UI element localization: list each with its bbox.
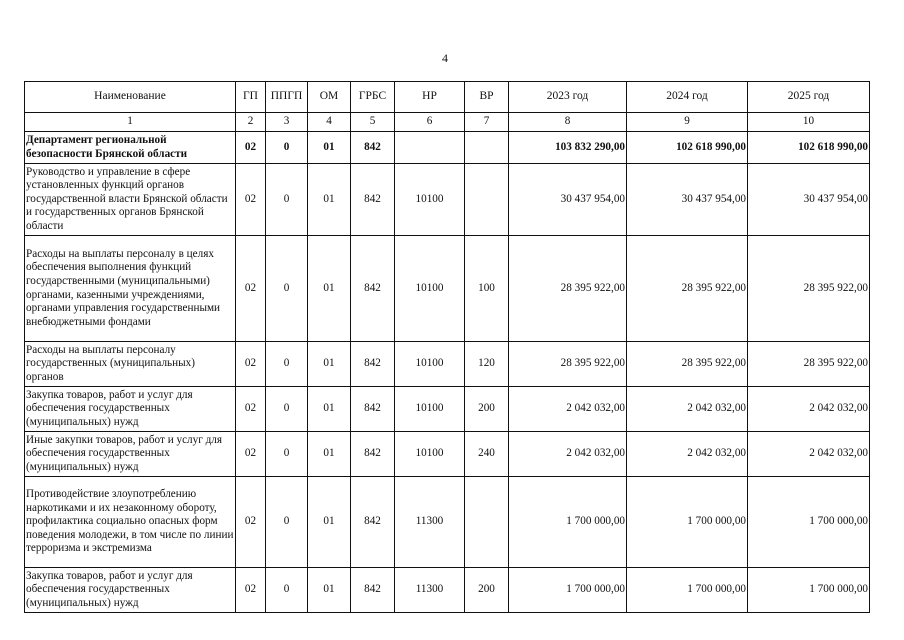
cell-vr: 200 (465, 568, 509, 613)
page-number: 4 (442, 51, 448, 65)
table-row (25, 164, 870, 236)
row-name: Расходы на выплаты персоналу в целях обеспечения выполнения функций государственными (муниципальными) органами, казенными учреждениями, органами управления государственными внебюджетными фондами (25, 236, 236, 342)
header-name: Наименование (25, 82, 236, 113)
cell-2025: 28 395 922,00 (748, 236, 870, 342)
column-numbers-row (25, 113, 870, 132)
cell-2023: 1 700 000,00 (509, 477, 627, 568)
cell-om: 01 (308, 387, 351, 432)
cell-nr: 10100 (395, 236, 465, 342)
cell-gp: 02 (236, 164, 266, 236)
cell-2024: 2 042 032,00 (627, 387, 748, 432)
cell-grbs: 842 (351, 568, 395, 613)
cell-2023: 1 700 000,00 (509, 568, 627, 613)
cell-ppgp: 0 (266, 164, 308, 236)
cell-ppgp: 0 (266, 432, 308, 477)
cell-vr (465, 477, 509, 568)
cell-gp: 02 (236, 236, 266, 342)
cell-2023: 28 395 922,00 (509, 342, 627, 387)
cell-2024: 2 042 032,00 (627, 432, 748, 477)
cell-2025: 1 700 000,00 (748, 477, 870, 568)
cell-2025: 30 437 954,00 (748, 164, 870, 236)
cell-grbs: 842 (351, 236, 395, 342)
cell-ppgp: 0 (266, 568, 308, 613)
column-number: 4 (308, 113, 351, 132)
row-name: Закупка товаров, работ и услуг для обеспечения государственных (муниципальных) нужд (25, 387, 236, 432)
cell-grbs: 842 (351, 477, 395, 568)
cell-vr: 240 (465, 432, 509, 477)
cell-vr (465, 164, 509, 236)
cell-nr: 10100 (395, 164, 465, 236)
cell-gp: 02 (236, 342, 266, 387)
cell-gp: 02 (236, 387, 266, 432)
row-name: Противодействие злоупотреблению наркотиками и их незаконному обороту, профилактика социально опасных форм поведения молодежи, в том числе по линии терроризма и экстремизма (25, 477, 236, 568)
table-header-row (25, 82, 870, 113)
cell-2025: 2 042 032,00 (748, 387, 870, 432)
cell-2023: 2 042 032,00 (509, 432, 627, 477)
cell-grbs: 842 (351, 342, 395, 387)
header-2024: 2024 год (627, 82, 748, 113)
cell-2023: 103 832 290,00 (509, 132, 627, 164)
cell-nr: 11300 (395, 477, 465, 568)
cell-2024: 1 700 000,00 (627, 477, 748, 568)
header-vr: ВР (465, 82, 509, 113)
header-grbs: ГРБС (351, 82, 395, 113)
table-row (25, 236, 870, 342)
cell-vr: 120 (465, 342, 509, 387)
header-om: ОМ (308, 82, 351, 113)
cell-om: 01 (308, 568, 351, 613)
row-name: Руководство и управление в сфере установленных функций органов государственной власти Брянской области и государственных органов Брянской области (25, 164, 236, 236)
table-row (25, 568, 870, 613)
cell-om: 01 (308, 236, 351, 342)
cell-vr (465, 132, 509, 164)
cell-2024: 102 618 990,00 (627, 132, 748, 164)
column-number: 10 (748, 113, 870, 132)
column-number: 9 (627, 113, 748, 132)
row-name: Департамент региональной безопасности Брянской области (25, 132, 236, 164)
cell-2024: 30 437 954,00 (627, 164, 748, 236)
cell-ppgp: 0 (266, 387, 308, 432)
table-row (25, 342, 870, 387)
column-number: 2 (236, 113, 266, 132)
cell-ppgp: 0 (266, 132, 308, 164)
cell-om: 01 (308, 342, 351, 387)
row-name: Закупка товаров, работ и услуг для обеспечения государственных (муниципальных) нужд (25, 568, 236, 613)
cell-grbs: 842 (351, 432, 395, 477)
column-number: 5 (351, 113, 395, 132)
row-name: Иные закупки товаров, работ и услуг для обеспечения государственных (муниципальных) нужд (25, 432, 236, 477)
column-number: 8 (509, 113, 627, 132)
cell-nr (395, 132, 465, 164)
cell-ppgp: 0 (266, 236, 308, 342)
cell-nr: 11300 (395, 568, 465, 613)
cell-ppgp: 0 (266, 477, 308, 568)
cell-2023: 30 437 954,00 (509, 164, 627, 236)
table-row (25, 132, 870, 164)
header-2025: 2025 год (748, 82, 870, 113)
budget-table (24, 81, 870, 613)
header-nr: НР (395, 82, 465, 113)
cell-2024: 1 700 000,00 (627, 568, 748, 613)
table-row (25, 432, 870, 477)
column-number: 1 (25, 113, 236, 132)
cell-nr: 10100 (395, 432, 465, 477)
cell-2024: 28 395 922,00 (627, 342, 748, 387)
cell-gp: 02 (236, 568, 266, 613)
cell-2025: 1 700 000,00 (748, 568, 870, 613)
cell-om: 01 (308, 477, 351, 568)
column-number: 6 (395, 113, 465, 132)
header-2023: 2023 год (509, 82, 627, 113)
cell-gp: 02 (236, 132, 266, 164)
cell-gp: 02 (236, 432, 266, 477)
cell-2025: 102 618 990,00 (748, 132, 870, 164)
header-ppgp: ППГП (266, 82, 308, 113)
column-number: 3 (266, 113, 308, 132)
cell-2025: 2 042 032,00 (748, 432, 870, 477)
cell-2024: 28 395 922,00 (627, 236, 748, 342)
cell-vr: 100 (465, 236, 509, 342)
cell-om: 01 (308, 432, 351, 477)
cell-om: 01 (308, 164, 351, 236)
cell-nr: 10100 (395, 387, 465, 432)
header-gp: ГП (236, 82, 266, 113)
cell-2023: 28 395 922,00 (509, 236, 627, 342)
cell-om: 01 (308, 132, 351, 164)
cell-ppgp: 0 (266, 342, 308, 387)
cell-grbs: 842 (351, 387, 395, 432)
cell-nr: 10100 (395, 342, 465, 387)
cell-2025: 28 395 922,00 (748, 342, 870, 387)
table-row (25, 477, 870, 568)
row-name: Расходы на выплаты персоналу государственных (муниципальных) органов (25, 342, 236, 387)
cell-grbs: 842 (351, 164, 395, 236)
cell-grbs: 842 (351, 132, 395, 164)
table-row (25, 387, 870, 432)
cell-vr: 200 (465, 387, 509, 432)
cell-2023: 2 042 032,00 (509, 387, 627, 432)
cell-gp: 02 (236, 477, 266, 568)
column-number: 7 (465, 113, 509, 132)
